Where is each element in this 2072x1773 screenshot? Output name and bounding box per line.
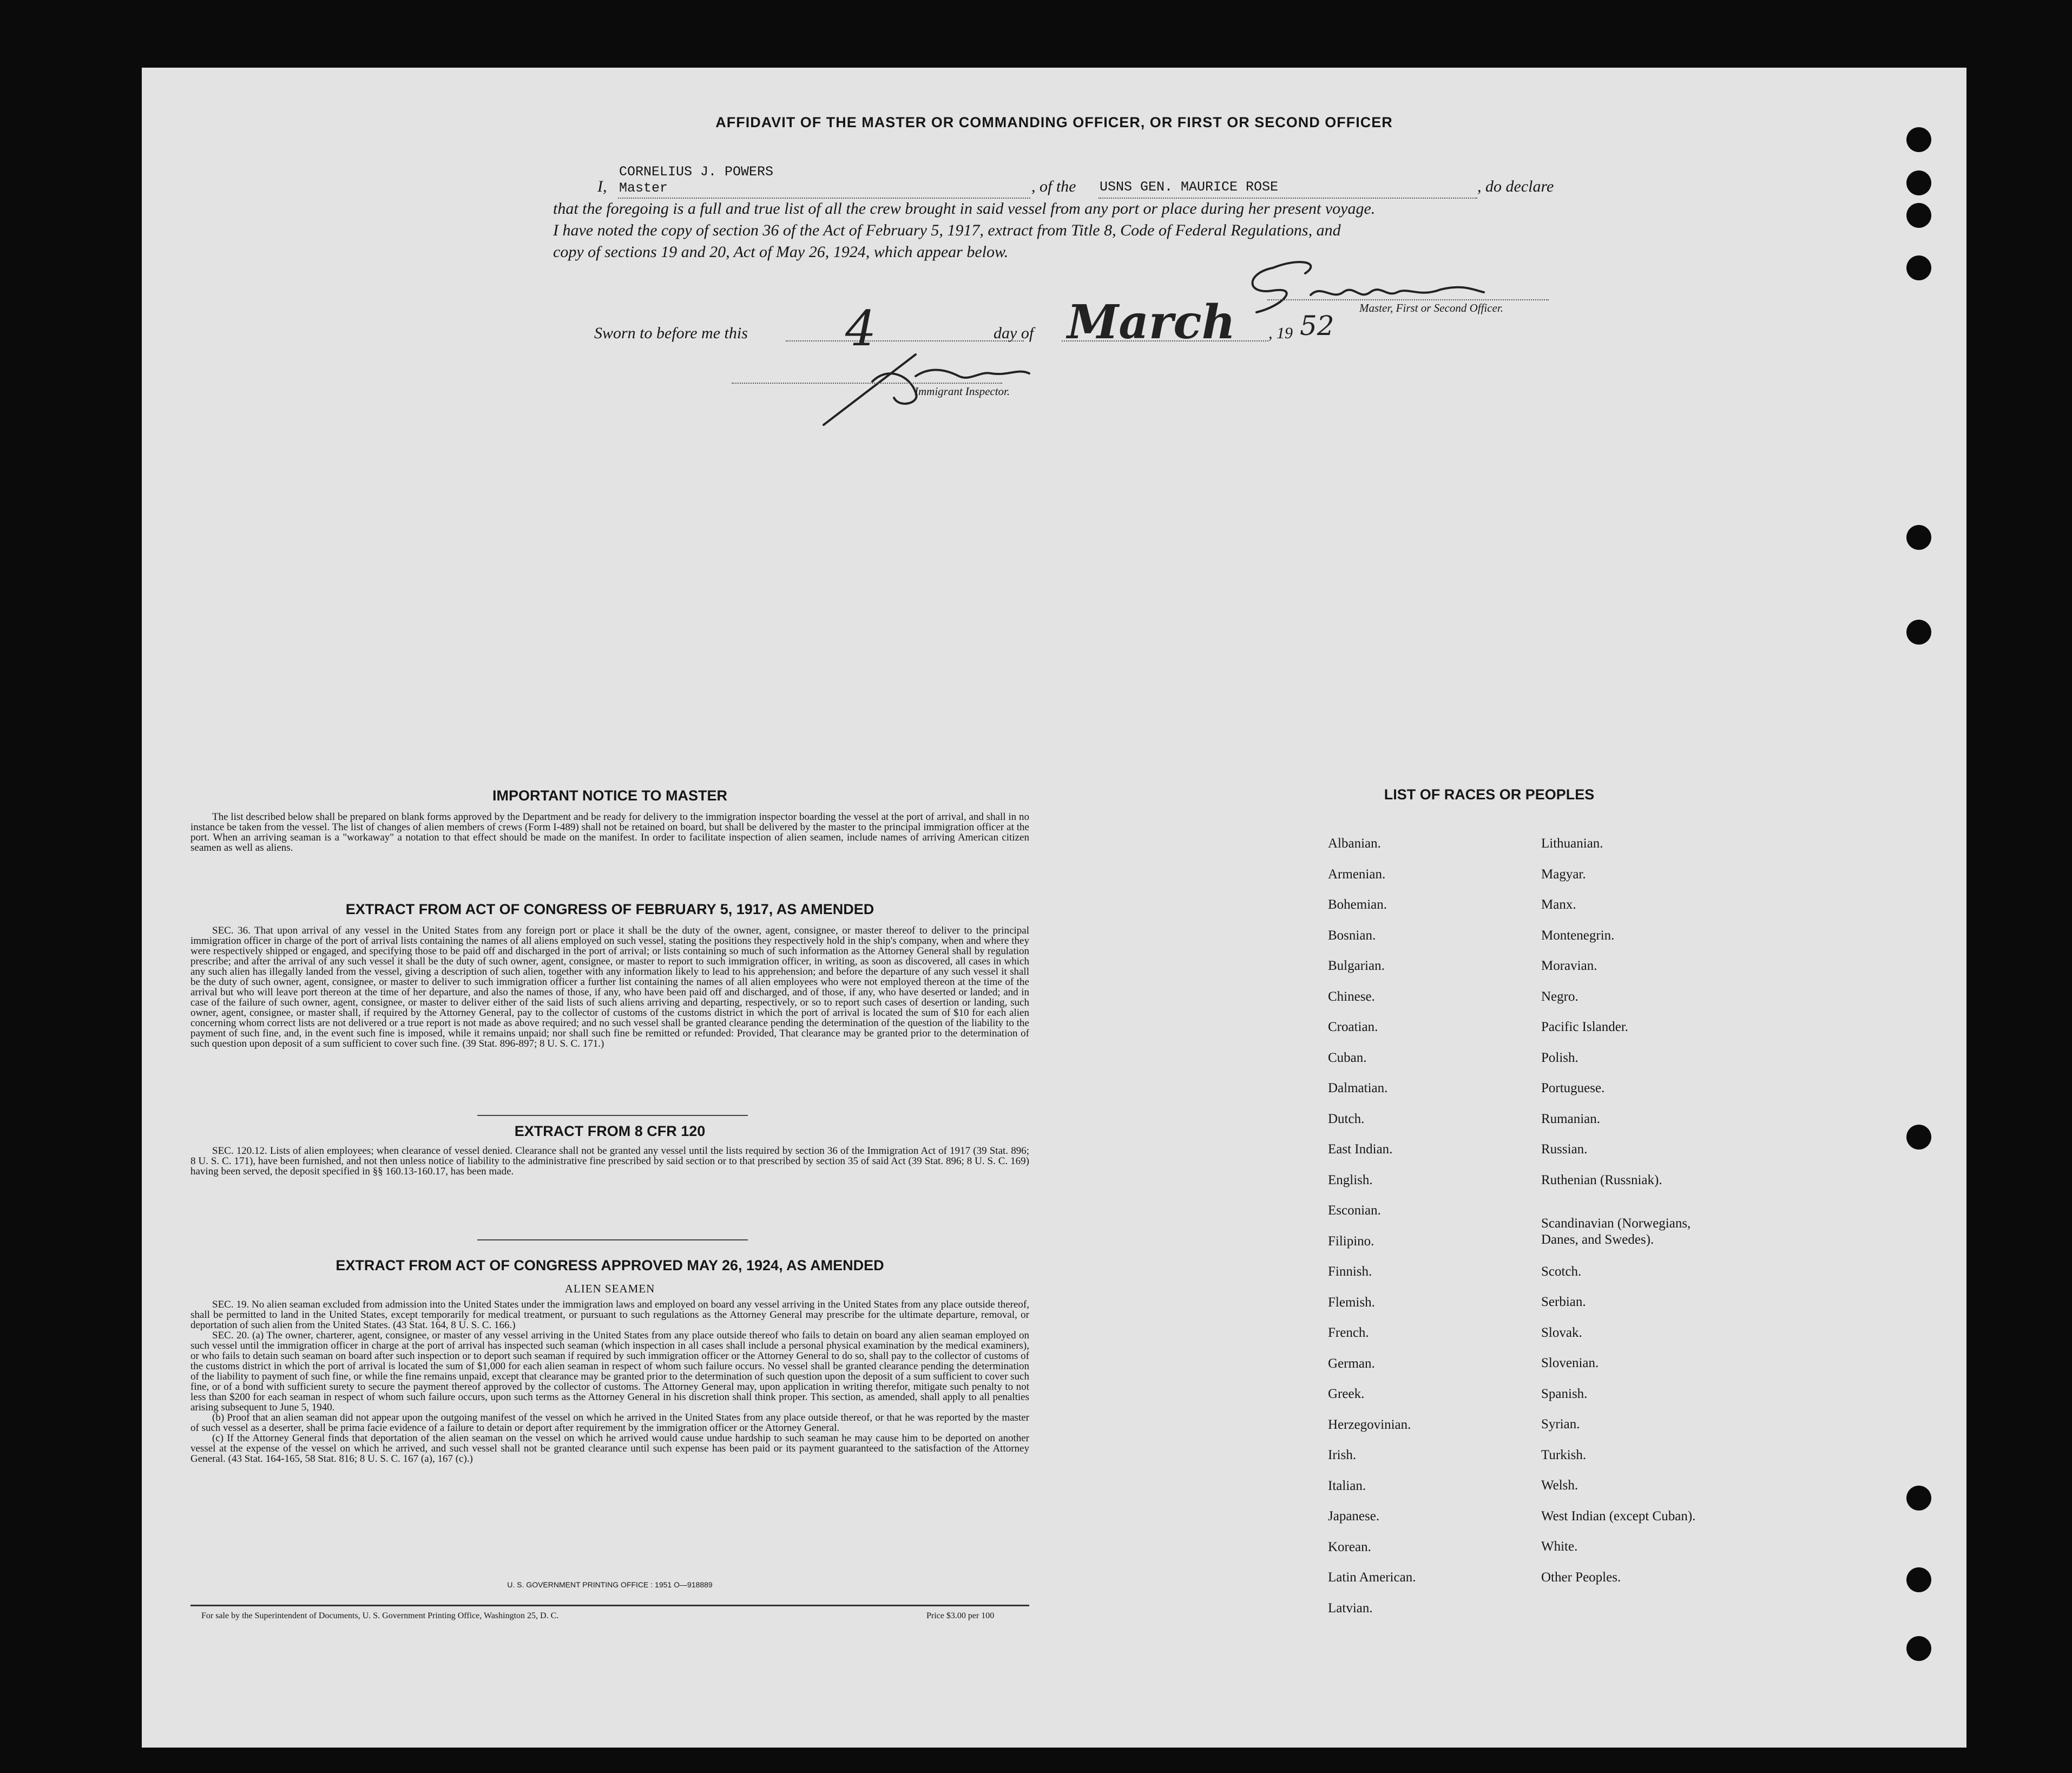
- race-item: Syrian.: [1541, 1417, 1580, 1431]
- race-item: Lithuanian.: [1541, 836, 1603, 851]
- punch-hole: [1906, 525, 1931, 550]
- race-item: Greek.: [1328, 1387, 1365, 1401]
- punch-hole: [1906, 1636, 1931, 1661]
- master-signature-line: [1267, 299, 1549, 300]
- race-item: Russian.: [1541, 1142, 1588, 1157]
- punch-hole: [1906, 620, 1931, 645]
- punch-hole: [1906, 170, 1931, 195]
- race-item: Finnish.: [1328, 1264, 1372, 1279]
- race-item: Bosnian.: [1328, 928, 1376, 943]
- race-item: Dalmatian.: [1328, 1081, 1388, 1095]
- race-item: Spanish.: [1541, 1386, 1588, 1401]
- sec-19-text: SEC. 19. No alien seaman excluded from admission into the United States under the immigration laws and employed on board any vessel arriving in the United States from any place outside thereof, shall be permitted to land in the United States, except temporarily for medical treatment, or pursuant to such regulations as the Attorney General may prescribe for the ultimate departure, removal, or deportation of such alien from the United States. (43 Stat. 164, 8 U. S. C. 166.): [190, 1299, 1029, 1331]
- punch-hole: [1906, 255, 1931, 280]
- race-item: Ruthenian (Russniak).: [1541, 1172, 1662, 1187]
- race-item: Korean.: [1328, 1539, 1371, 1554]
- alien-seamen-subtitle: ALIEN SEAMEN: [564, 1282, 655, 1295]
- race-item: Filipino.: [1328, 1233, 1374, 1249]
- of-the-label: , of the: [1031, 178, 1076, 195]
- race-item: Slovak.: [1541, 1325, 1582, 1340]
- race-item: Montenegrin.: [1541, 928, 1615, 943]
- footer-rule: [190, 1605, 1029, 1606]
- notice-text: The list described below shall be prepared on blank forms approved by the Department and be ready for delivery to the immigration inspector boarding the vessel at the port of arrival, and shall in no instance be taken from the vessel. The list of changes of alien members of crews (Form I-489) shall not be retained on board, but shall be delivered by the master to the principal immigration officer at the port. When an arriving seaman is a "workaway" a notation to that effect should be made on the manifest. In order to facilitate inspection of alien seamen, include names of arriving American citizen seamen as well as aliens.: [190, 811, 1029, 853]
- race-item: Italian.: [1328, 1478, 1366, 1493]
- sworn-label: Sworn to before me this: [594, 324, 748, 342]
- race-item: Scotch.: [1541, 1264, 1582, 1279]
- race-item: Pacific Islander.: [1541, 1020, 1629, 1034]
- race-item: Other Peoples.: [1541, 1570, 1621, 1585]
- race-item: Cuban.: [1328, 1050, 1367, 1065]
- race-item: Turkish.: [1541, 1447, 1587, 1462]
- extract-1924-title: EXTRACT FROM ACT OF CONGRESS APPROVED MAY 26, 1924, AS AMENDED: [336, 1257, 884, 1273]
- race-item: German.: [1328, 1356, 1375, 1371]
- declaration-line-3: I have noted the copy of section 36 of the Act of February 5, 1917, extract from Title 8, Code of Federal Regulations, and: [553, 221, 1341, 239]
- race-item: Croatian.: [1328, 1020, 1378, 1034]
- day-of-label: day of: [994, 324, 1034, 342]
- notice-title: IMPORTANT NOTICE TO MASTER: [492, 787, 727, 804]
- month-value: March: [1067, 295, 1236, 350]
- year-value: 52: [1300, 310, 1334, 342]
- race-item: Irish.: [1328, 1448, 1357, 1462]
- rank-underline: [618, 198, 1030, 199]
- race-item: Slovenian.: [1541, 1356, 1599, 1370]
- day-underline: [786, 340, 1024, 342]
- race-item: Rumanian.: [1541, 1111, 1601, 1126]
- extract-1917-text: SEC. 36. That upon arrival of any vessel in the United States from any foreign port or place it shall be the duty of the owner, agent, consignee, or master thereof to deliver to the principal immigration officer in charge of the port of arrival lists containing the names of all aliens employed on such vessel, stating the positions they respectively hold in the ship's company, when and where they were respectively shipped or engaged, and specifying those to be paid off and discharged in the port of arrival; or lists containing so much of such information as the Attorney General shall by regulation prescribe; and after the arrival of any such vessel it shall be the duty of such owner, agent, consignee, or master to report to such immigration officer, in writing, as soon as discovered, all cases in which any such alien has illegally landed from the vessel, giving a description of such alien, together with any information likely to lead to his apprehension; and before the departure of any such vessel it shall be the duty of such owner, agent, consignee, or master to deliver to such immigration officer a further list containing the names of all alien employees who were not employed thereon at the time of the arrival but who will leave port thereon at the time of her departure, and also the names of those, if any, who have been paid off and discharged, and of those, if any, who have deserted or landed; and in case of the failure of such owner, agent, consignee, or master to deliver either of the said lists of such aliens arriving and departing, respectively, or so to report such cases of desertion or landing, such owner, agent, consignee, or master shall, if required by the Attorney General, pay to the collector of customs of the customs district in which the port of arrival is located the sum of $10 for each alien concerning whom correct lists are not delivered or a true report is not made as above required; and no such vessel shall be granted clearance pending the determination of the question of the liability to the payment of such fine, and, in the event such fine is imposed, while it remains unpaid; nor shall such fine be remitted or refunded: Provided, That clearance may be granted prior to the determination of such question upon deposit of a sum sufficient to cover such fine. (39 Stat. 896-897; 8 U. S. C. 171.): [190, 925, 1029, 1049]
- race-item: Dutch.: [1328, 1111, 1365, 1126]
- race-item: Moravian.: [1541, 958, 1597, 973]
- extract-1917-title: EXTRACT FROM ACT OF CONGRESS OF FEBRUARY 5, 1917, AS AMENDED: [345, 901, 874, 917]
- divider: [477, 1115, 748, 1116]
- race-item: Serbian.: [1541, 1295, 1586, 1309]
- year-prefix: , 19: [1268, 324, 1293, 342]
- sec-20c-text: (c) If the Attorney General finds that deportation of the alien seaman on the vessel on which he arrived would cause undue hardship to such seaman he may cause him to be deported on another vessel at the expense of the vessel on which he arrived, and such vessel shall not be granted clearance until such expense has been paid or its payment guaranteed to the satisfaction of the Attorney General. (43 Stat. 164-165, 58 Stat. 816; 8 U. S. C. 167 (a), 167 (c).): [190, 1433, 1029, 1465]
- do-declare-label: , do declare: [1477, 178, 1554, 195]
- race-item: Latin American.: [1328, 1570, 1416, 1585]
- race-item: East Indian.: [1328, 1142, 1393, 1157]
- race-item: Manx.: [1541, 897, 1576, 912]
- race-item: Albanian.: [1328, 836, 1381, 851]
- sec-20a-text: SEC. 20. (a) The owner, charterer, agent, consignee, or master of any vessel arriving in the United States from any place outside thereof who fails to detain on board any alien seaman employed on such vessel until the immigration officer in charge at the port of arrival has inspected such seaman (which inspection in all cases shall include a personal physical examination by the medical examiners), or who fails to detain such seaman on board after such inspection or to deport such seaman if required by such immigration officer or the Attorney General to do so, shall pay to the collector of customs of the customs district in which the port of arrival is located the sum of $1,000 for each alien seaman in respect of whom such failure occurs. No vessel shall be granted clearance pending the determination of the liability to payment of such fine, or while the fine remains unpaid, except that clearance may be granted prior to the determination of such question upon the deposit of a sum sufficient to cover such fine, or of a bond with sufficient surety to secure the payment thereof approved by the collector of customs. The Attorney General may, upon application in writing therefor, mitigate such penalty to not less than $200 for each seaman in respect of whom such failure occurs, upon such terms as the Attorney General in his discretion shall think proper. This section, as amended, shall apply to all penalties arising subsequent to June 5, 1940.: [190, 1330, 1029, 1413]
- document-page: [142, 68, 1966, 1748]
- race-item: Latvian.: [1328, 1600, 1373, 1616]
- footer-left: For sale by the Superintendent of Documents, U. S. Government Printing Office, Washington 25, D. C.: [201, 1611, 559, 1620]
- race-item: Scandinavian (Norwegians,: [1541, 1216, 1691, 1231]
- race-item: Chinese.: [1328, 989, 1375, 1004]
- footer-right: Price $3.00 per 100: [926, 1611, 995, 1620]
- race-item: West Indian (except Cuban).: [1541, 1508, 1696, 1524]
- race-item: Armenian.: [1328, 866, 1386, 882]
- extract-cfr-text: SEC. 120.12. Lists of alien employees; when clearance of vessel denied. Clearance shall not be granted any vessel until the lists required by section 36 of the Immigration Act of 1917 (39 Stat. 896; 8 U. S. C. 171), have been furnished, and not then unless notice of liability to the administrative fine prescribed by said section or to that prescribed by section 35 of said Act (39 Stat. 896; 8 U. S. C. 169) having been served, the deposit specified in §§ 160.13-160.17, has been made.: [190, 1145, 1029, 1177]
- punch-hole: [1906, 1125, 1931, 1150]
- month-underline: [1062, 340, 1268, 342]
- printer-note: U. S. GOVERNMENT PRINTING OFFICE : 1951 O—918889: [507, 1580, 713, 1589]
- sec-20b-text: (b) Proof that an alien seaman did not appear upon the outgoing manifest of the vessel on which he arrived in the United States from any place outside thereof, or that he was reported by the master of such vessel as a deserter, shall be prima facie evidence of a failure to detain or deport after requirement by the immigration officer or the Attorney General.: [190, 1412, 1029, 1434]
- race-item: Flemish.: [1328, 1295, 1375, 1310]
- race-item: Polish.: [1541, 1050, 1578, 1065]
- race-item: Japanese.: [1328, 1509, 1380, 1524]
- divider: [477, 1239, 748, 1240]
- vessel-name: USNS GEN. MAURICE ROSE: [1100, 179, 1279, 195]
- master-caption: Master, First or Second Officer.: [1359, 301, 1503, 314]
- races-title: LIST OF RACES OR PEOPLES: [1384, 786, 1595, 803]
- declaration-line-4: copy of sections 19 and 20, Act of May 26, 1924, which appear below.: [553, 243, 1009, 261]
- race-item: Portuguese.: [1541, 1081, 1605, 1095]
- race-item: Bohemian.: [1328, 897, 1387, 912]
- inspector-caption: Immigrant Inspector.: [915, 385, 1010, 398]
- race-item: Danes, and Swedes).: [1541, 1232, 1654, 1247]
- extract-cfr-title: EXTRACT FROM 8 CFR 120: [514, 1123, 706, 1139]
- race-item: Negro.: [1541, 989, 1578, 1004]
- punch-hole: [1906, 1486, 1931, 1511]
- race-item: Esconian.: [1328, 1203, 1381, 1218]
- inspector-underline: [732, 383, 1002, 384]
- punch-hole: [1906, 203, 1931, 228]
- race-item: Herzegovinian.: [1328, 1417, 1411, 1432]
- vessel-underline: [1099, 198, 1477, 199]
- master-rank: Master: [619, 180, 668, 196]
- affidavit-title: AFFIDAVIT OF THE MASTER OR COMMANDING OFFICER, OR FIRST OR SECOND OFFICER: [715, 114, 1393, 130]
- race-item: White.: [1541, 1539, 1578, 1554]
- master-name: CORNELIUS J. POWERS: [619, 164, 774, 180]
- race-item: English.: [1328, 1172, 1373, 1187]
- extract-1924-body: [190, 1299, 1029, 1464]
- race-item: Welsh.: [1541, 1478, 1578, 1493]
- race-item: Magyar.: [1541, 866, 1586, 882]
- i-label: I,: [597, 178, 607, 195]
- declaration-line-2: that the foregoing is a full and true list of all the crew brought in said vessel from any port or place during her present voyage.: [553, 200, 1376, 218]
- race-item: French.: [1328, 1325, 1369, 1340]
- race-item: Bulgarian.: [1328, 958, 1385, 973]
- day-value: 4: [845, 300, 877, 357]
- punch-hole: [1906, 1567, 1931, 1592]
